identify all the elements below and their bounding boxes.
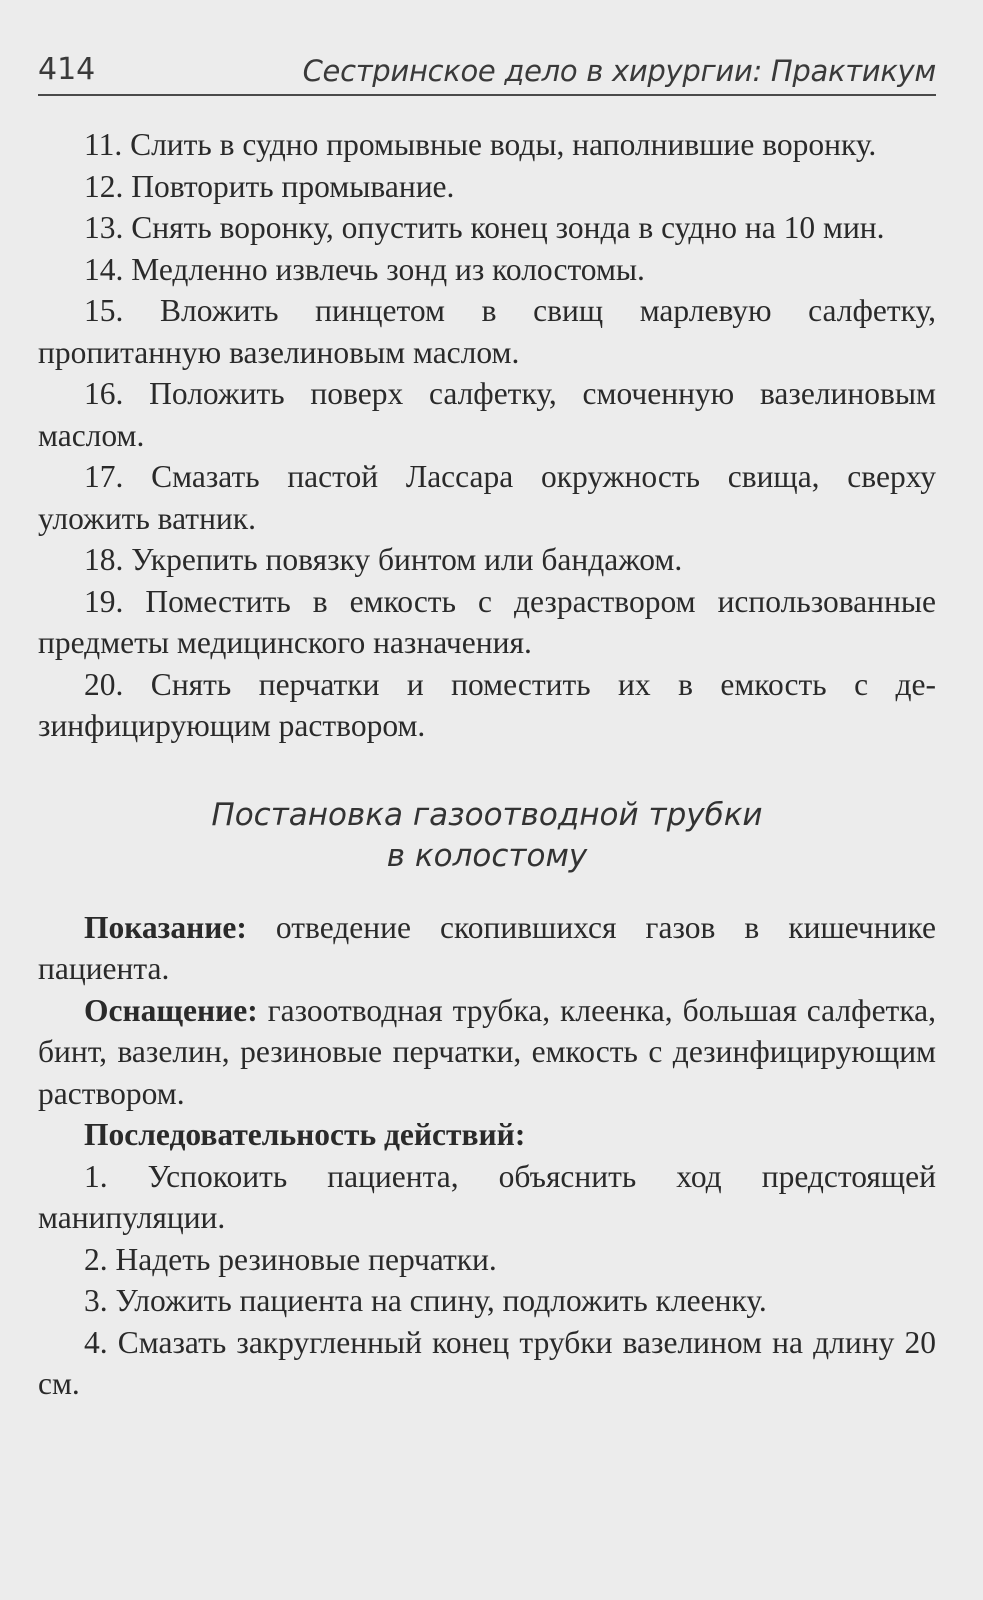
section-step-1: 1. Успокоить пациента, объяснить ход предстоящей манипуляции. bbox=[38, 1158, 936, 1235]
section-step-2: 2. Надеть резиновые перчатки. bbox=[84, 1241, 497, 1277]
page-body bbox=[38, 124, 936, 1405]
section-heading-line-1: Постановка газоотводной трубки bbox=[211, 796, 763, 833]
step-18: 18. Укрепить повязку бинтом или бандажом. bbox=[84, 542, 683, 577]
step-15: 15. Вложить пинцетом в свищ марлевую салфетку, пропитанную вазелиновым маслом. bbox=[38, 293, 936, 370]
step-20: 20. Снять перчатки и поместить их в емкость с дезинфицирующим раствором. bbox=[38, 666, 936, 743]
equipment-paragraph bbox=[38, 990, 936, 1115]
sequence-label: Последовательность действий: bbox=[84, 1117, 526, 1152]
step-11: 11. Слить в судно промывные воды, наполнившие воронку. bbox=[84, 127, 877, 162]
indication-label: Показание: bbox=[84, 909, 247, 945]
step-19: 19. Поместить в емкость с дезраствором использованные предметы медицинского назначения. bbox=[38, 583, 936, 660]
indication-paragraph bbox=[38, 907, 936, 990]
page-number: 414 bbox=[38, 52, 96, 87]
section-step-3: 3. Уложить пациента на спину, подложить клеенку. bbox=[84, 1283, 767, 1318]
equipment-label: Оснащение: bbox=[84, 992, 258, 1028]
step-17: 17. Смазать пастой Лассара окружность свища, сверху уложить ватник. bbox=[38, 459, 936, 536]
running-header bbox=[38, 50, 936, 96]
step-16: 16. Положить поверх салфетку, смоченную вазелиновым маслом. bbox=[38, 376, 936, 453]
step-12: 12. Повторить промывание. bbox=[84, 168, 455, 204]
book-page bbox=[38, 0, 936, 1600]
equipment-text: газоотводная трубка, клеенка, большая салфетка, бинт, вазелин, резиновые перчатки, емкость с дезинфицирующим раствором. bbox=[38, 992, 936, 1111]
section-heading bbox=[38, 795, 936, 877]
book-title: Сестринское дело в хирургии: Практикум bbox=[302, 54, 936, 88]
sequence-paragraph bbox=[38, 1114, 936, 1156]
section-step-4: 4. Смазать закругленный конец трубки вазелином на длину 20 см. bbox=[38, 1324, 936, 1401]
step-14: 14. Медленно извлечь зонд из колостомы. bbox=[84, 251, 645, 287]
step-13: 13. Снять воронку, опустить конец зонда в судно на 10 мин. bbox=[84, 210, 885, 245]
indication-text: отведение скопившихся газов в кишечнике пациента. bbox=[38, 909, 936, 986]
section-heading-line-2: в колостому bbox=[386, 837, 588, 874]
